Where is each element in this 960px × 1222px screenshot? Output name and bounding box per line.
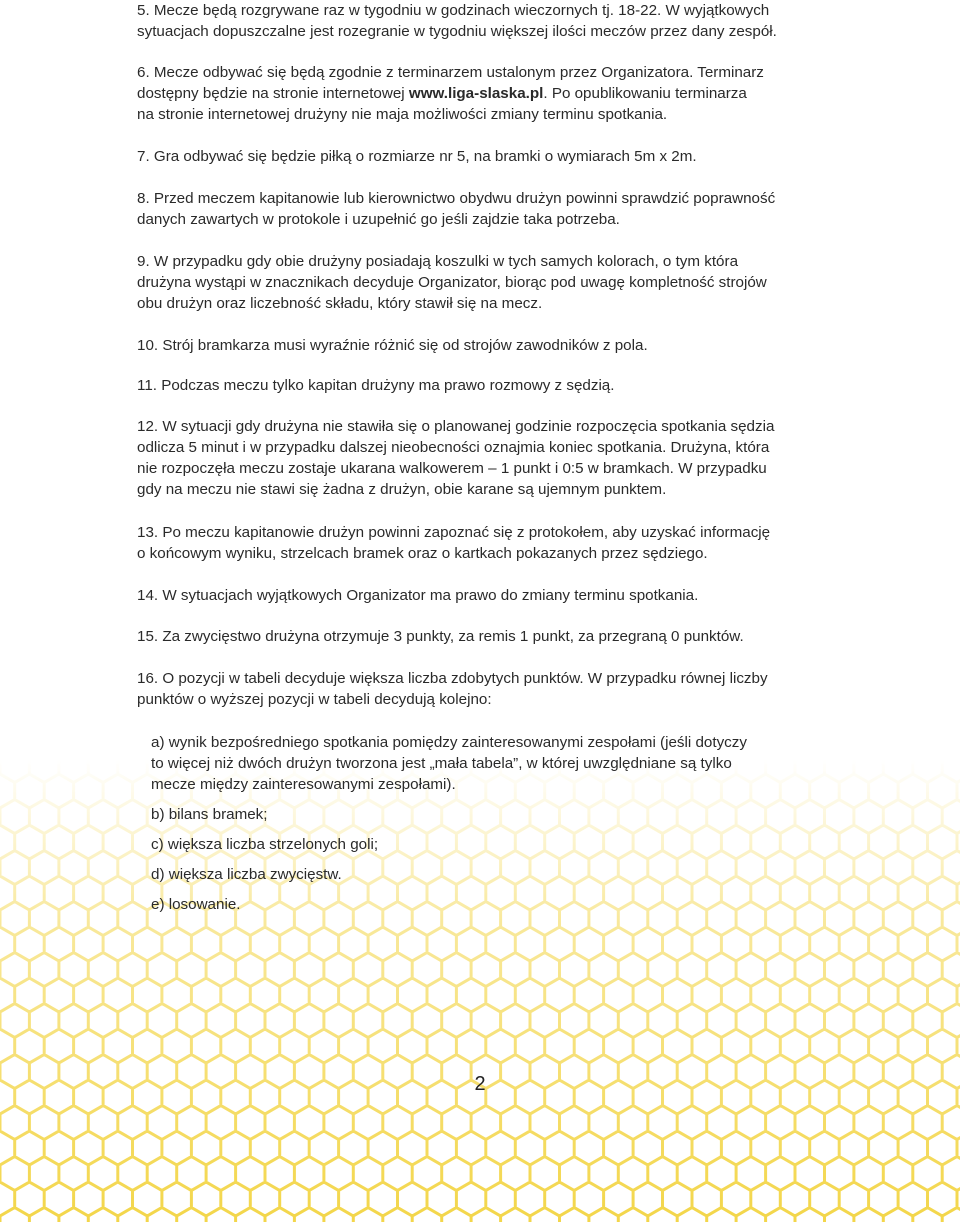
paragraph-7: 7. Gra odbywać się będzie piłką o rozmiarze nr 5, na bramki o wymiarach 5m x 2m. — [137, 148, 697, 165]
paragraph-15: 15. Za zwycięstwo drużyna otrzymuje 3 punkty, za remis 1 punkt, za przegraną 0 punktów. — [137, 628, 744, 645]
list-item-d: d) większa liczba zwycięstw. — [151, 866, 342, 883]
paragraph-9: 9. W przypadku gdy obie drużyny posiadają koszulki w tych samych kolorach, o tym która drużyna wystąpi w znacznikach decyduje Organizator, biorąc pod uwagę kompletność strojów obu drużyn oraz liczebność składu, który stawił się na mecz. — [137, 253, 767, 312]
paragraph-8: 8. Przed meczem kapitanowie lub kierownictwo obydwu drużyn powinni sprawdzić poprawność danych zawartych w protokole i uzupełnić go jeśli zajdzie taka potrzeba. — [137, 190, 776, 228]
page-number: 2 — [474, 1073, 486, 1095]
paragraph-16: 16. O pozycji w tabeli decyduje większa liczba zdobytych punktów. W przypadku równej liczby punktów o wyższej pozycji w tabeli decydują kolejno: — [137, 670, 768, 708]
paragraph-14: 14. W sytuacjach wyjątkowych Organizator ma prawo do zmiany terminu spotkania. — [137, 587, 699, 604]
list-item-e: e) losowanie. — [151, 896, 241, 913]
list-item-c: c) większa liczba strzelonych goli; — [151, 836, 379, 853]
paragraph-11: 11. Podczas meczu tylko kapitan drużyny ma prawo rozmowy z sędzią. — [137, 377, 615, 394]
paragraph-6-text-start: 6. Mecze odbywać się będą zgodnie z terminarzem ustalonym przez Organizatora. Terminarz dostępny będzie na stronie internetowej — [137, 64, 764, 102]
paragraph-6 — [137, 62, 827, 125]
paragraph-10: 10. Strój bramkarza musi wyraźnie różnić się od strojów zawodników z pola. — [137, 337, 648, 354]
list-item-b: b) bilans bramek; — [151, 806, 268, 823]
website-link[interactable]: www.liga-slaska.pl — [408, 85, 544, 102]
paragraph-13: 13. Po meczu kapitanowie drużyn powinni zapoznać się z protokołem, aby uzyskać informację o końcowym wyniku, strzelcach bramek oraz o kartkach pokazanych przez sędziego. — [137, 524, 771, 562]
paragraph-6-text-end: . Po opublikowaniu terminarza na stronie internetowej drużyny nie maja możliwości zmiany terminu spotkania. — [137, 85, 747, 123]
paragraph-5: 5. Mecze będą rozgrywane raz w tygodniu w godzinach wieczornych tj. 18-22. W wyjątkowych sytuacjach dopuszczalne jest rozegranie w tygodniu większej ilości meczów przez dany zespół. — [137, 2, 777, 40]
paragraph-12: 12. W sytuacji gdy drużyna nie stawiła się o planowanej godzinie rozpoczęcia spotkania sędzia odlicza 5 minut i w przypadku dalszej nieobecności oznajmia koniec spotkania. Drużyna, która nie rozpoczęła meczu zostaje ukarana walkowerem – 1 punkt i 0:5 w bramkach. W przypadku gdy na meczu nie stawi się żadna z drużyn, obie karane są ujemnym punktem. — [137, 418, 775, 498]
list-item-a: a) wynik bezpośredniego spotkania pomiędzy zainteresowanymi zespołami (jeśli dotyczy to więcej niż dwóch drużyn tworzona jest „mała tabela”, w której uwzględniane są tylko mecze między zainteresowanymi zespołami). — [151, 734, 747, 793]
